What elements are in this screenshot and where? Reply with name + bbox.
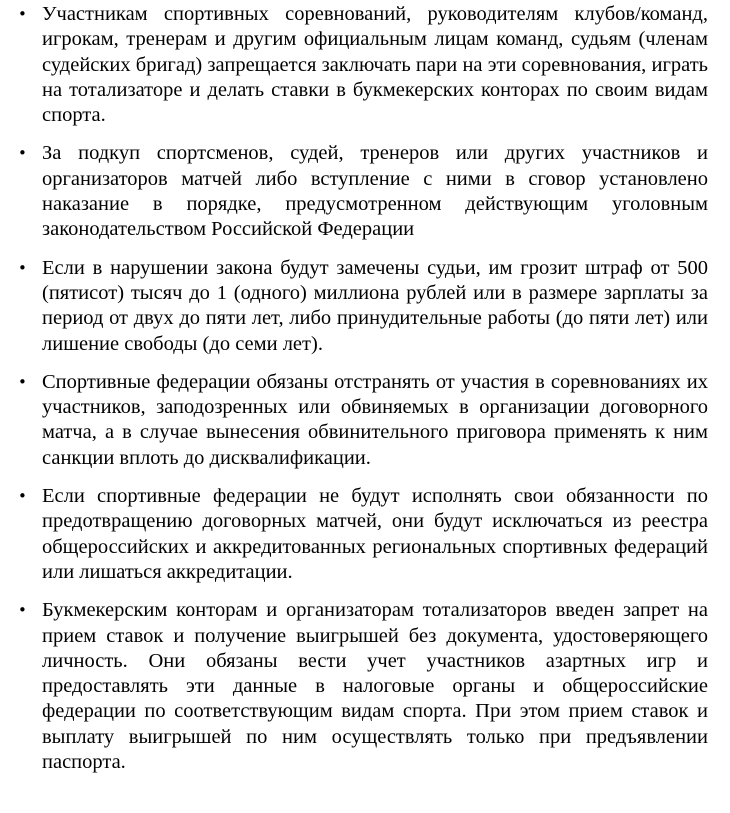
list-item: [10, 370, 708, 471]
list-item: [10, 141, 708, 242]
list-item-text: Участникам спортивных соревнований, руководителям клубов/команд, игрокам, тренерам и другим официальным лицам команд, судьям (членам судейских бригад) запрещается заключать пари на эти соревнования, играть на тотализаторе и делать ставки в букмекерских конторах по своим видам спорта.: [42, 3, 708, 127]
list-item: [10, 256, 708, 357]
list-item-text: Если спортивные федерации не будут исполнять свои обязанности по предотвращению договорных матчей, они будут исключаться из реестра общероссийских и аккредитованных региональных спортивных федераций или лишаться аккредитации.: [42, 485, 708, 583]
bullet-icon: •: [18, 601, 27, 620]
bullet-icon: •: [18, 487, 27, 506]
bullet-icon: •: [18, 5, 27, 23]
list-item-text: Спортивные федерации обязаны отстранять от участия в соревнованиях их участников, заподозренных или обвиняемых в организации договорного матча, а в случае вынесения обвинительного приговора применять к ним санкции вплоть до дисквалификации.: [42, 370, 708, 469]
list-item-text: За подкуп спортсменов, судей, тренеров или других участников и организаторов матчей либо вступление с ними в сговор установлено наказание в порядке, предусмотренном действующим уголовным законодательством Российской Федерации: [42, 142, 708, 241]
bullet-list: [10, 2, 708, 775]
list-item: [10, 484, 708, 585]
list-item: [10, 598, 708, 775]
list-item-text: Букмекерским конторам и организаторам тотализаторов введен запрет на прием ставок и получение выигрышей без документа, удостоверяющего личность. Они обязаны вести учет участников азартных игр и предоставлять эти данные в налоговые органы и общероссийские федерации по соответствующим видам спорта. При этом прием ставок и выплату выигрышей по ним осуществлять только при предъявлении паспорта.: [42, 599, 708, 774]
bullet-icon: •: [18, 372, 27, 391]
list-item: [10, 2, 708, 128]
bullet-icon: •: [18, 144, 27, 163]
list-item-text: Если в нарушении закона будут замечены судьи, им грозит штраф от 500 (пятисот) тысяч до 1 (одного) миллиона рублей или в размере зарплаты за период от двух до пяти лет, либо принудительные работы (до пяти лет) или лишение свободы (до семи лет).: [42, 256, 708, 355]
bullet-icon: •: [18, 258, 27, 277]
